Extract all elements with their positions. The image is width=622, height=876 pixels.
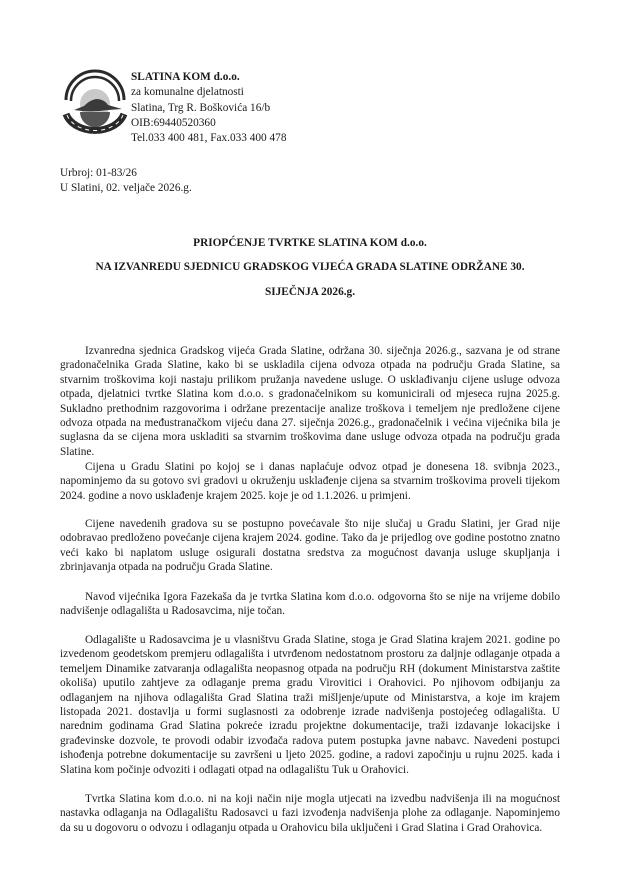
place-date: U Slatini, 02. veljače 2026.g. <box>60 181 192 194</box>
paragraph-text: Cijene navedenih gradova su se postupno povećavale što nije slučaj u Gradu Slatini, jer Grad nije odobravao predloženo povećanje cijena krajem 2024. godine. Tako da je prijedlog ove godine postotno znatno veći kako bi naplatom usluge osigurali dostatna sredstva za mogućnost davanja usluge skupljanja i zbrinjavanja otpada na području Grada Slatine. <box>60 518 560 574</box>
company-info <box>131 70 286 146</box>
company-logo-icon <box>60 68 130 138</box>
company-oib: OIB:69440520360 <box>131 116 216 129</box>
paragraph-1 <box>60 344 560 459</box>
paragraph-text: Odlagalište u Radosavcima je u vlasništvu Grada Slatine, stoga je Grad Slatina krajem 2021. godine po izvedenom geodetskom premjeru odlagališta i utvrđenom nedostatnom prostoru za daljnje odlaganje otpada a temeljem Dinamike zatvaranja odlagališta neopasnog otpada na području RH (dokument Ministarstva zaštite okoliša) uputilo zahtjeve za odlaganje prema gradu Virovitici i Orahovici. Po njihovom odbijanju za odlaganjem na njihova odlagališta Grad Slatina traži mišljenje/upute od Ministarstva, a koje im krajem listopada 2021. dostavlja u formi suglasnosti za odobrenje izrade nadvišenja postojećeg odlagališta. U narednim godinama Grad Slatina pokreće izradu projektne dokumentacije, traži izdavanje lokacijske i građevinske dozvole, te provodi odabir izvođača radova putem postupka javne nabavc. Navedeni postupci ishođenja potrebne dokumentacije su završeni u ljeto 2025. godine, a radovi započinju u rujnu 2025. kada i Slatina kom počinje odvoziti i odlagati otpad na odlagalištu Tuk u Orahovici. <box>60 634 560 776</box>
paragraph-6 <box>60 792 560 835</box>
title-line-2: NA IZVANREDU SJEDNICU GRADSKOG VIJEĆA GRADA SLATINE ODRŽANE 30. <box>95 261 525 273</box>
paragraph-4 <box>60 590 560 619</box>
paragraph-text: Izvanredna sjednica Gradskog vijeća Grada Slatine, održana 30. siječnja 2026.g., sazvana je od strane gradonačelnika Grada Slatine, kako bi se uskladila cijena odvoza otpada na području Grada Slatine, sa stvarnim troškovima koji nastaju prilikom pružanja navedene usluge. O usklađivanju cijene usluge odvoza otpada, djelatnici tvrtke Slatina kom d.o.o. s gradonačelnikom su komunicirali od mjeseca rujna 2025.g. Sukladno prethodnim razgovorima i održane prezentacije analize troškova i temeljem nje predložene cijene odvoza otpada na međustranačkom vijeću dana 27. siječnja 2026.g., gradonačelnik i većina vijećnika bila je suglasna da se cijena mora uskladiti sa stvarnim troškovima dane usluge odvoza otpada na području grada Slatine. <box>60 345 560 458</box>
title-line-1: PRIOPĆENJE TVRTKE SLATINA KOM d.o.o. <box>193 237 427 249</box>
company-address: Slatina, Trg R. Boškovića 16/b <box>131 101 271 114</box>
document-meta <box>60 166 192 195</box>
company-name: SLATINA KOM d.o.o. <box>131 71 240 83</box>
company-phone-fax: Tel.033 400 481, Fax.033 400 478 <box>131 132 287 145</box>
paragraph-2 <box>60 460 560 503</box>
reference-number: Urbroj: 01-83/26 <box>60 167 137 179</box>
title-line-3: SIJEČNJA 2026.g. <box>264 286 356 298</box>
paragraph-text: Navod vijećnika Igora Fazekaša da je tvrtka Slatina kom d.o.o. odgovorna što se nije na vrijeme dobilo nadvišenje odlagališta u Radosavcima, nije točan. <box>60 591 560 618</box>
paragraph-text: Cijena u Gradu Slatini po kojoj se i danas naplaćuje odvoz otpad je donesena 18. svibnja 2023., napominjemo da su gotovo svi gradovi u okruženju usklađenje cijena sa stvarnim troškovima proveli tijekom 2024. godine a novo usklađenje krajem 2025. koje je od 1.1.2026. u primjeni. <box>60 461 560 502</box>
paragraph-text: Tvrtka Slatina kom d.o.o. ni na koji način nije mogla utjecati na izvedbu nadvišenja ili na mogućnost nastavka odlaganja na Odlagalištu Radosavci u fazi izvođenja nadvišenja plohe za odlaganje. Napominjemo da su u dogovoru o odvozu i odlaganju otpada u Orahovicu bila uključeni i Grad Slatina i Grad Orahovica. <box>60 793 560 834</box>
company-activity: za komunalne djelatnosti <box>131 86 244 99</box>
paragraph-5 <box>60 633 560 777</box>
paragraph-3 <box>60 517 560 575</box>
letterhead <box>60 68 460 148</box>
